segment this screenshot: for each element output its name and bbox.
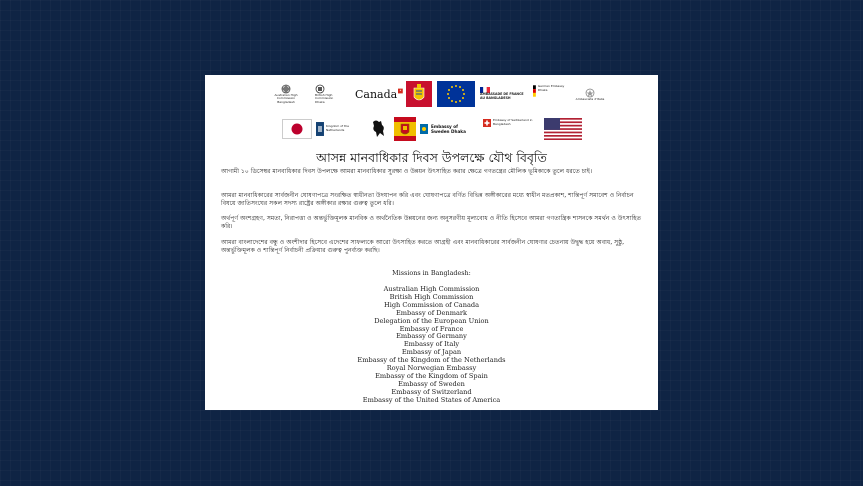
mission-item: British High Commission — [389, 292, 474, 301]
mission-item: Embassy of the United States of America — [362, 395, 501, 404]
denmark-crest-flag — [406, 81, 432, 107]
usa-flag — [544, 118, 582, 140]
eu-stars-icon — [437, 81, 475, 107]
paragraph-3: অর্থপূর্ণ অংশগ্রহণ, সমতা, নিরাপত্তা ও অন্তর্ভুক্তিমূলক মানবিক ও অর্থনৈতিক উন্নয়নের জন্য অনুসরণীয় মূল্যবোধ ও নীতি হিসেবে আমরা গণতান্ত্রিক শাসনকে সমর্থন ও উৎসাহিত করি। — [221, 215, 642, 231]
italy-embassy-logo — [575, 84, 605, 106]
norway-lion-emblem — [369, 118, 389, 140]
paragraph-2: আমরা মানবাধিকারের সার্বজনীন ঘোষণাপত্রে সংরক্ষিত স্বাধীনতা উদযাপন করি এবং ঘোষণাপত্রে বর্ণিত বিভিন্ন অঙ্গীকারের মধ্যে স্বাধীন মতপ্রকাশ, শান্তিপূর্ণ সমাবেশ ও নির্বাচন বিষয়ে জাতিসংঘের সকল সদস্য রাষ্ট্রের অঙ্গীকার রক্ষার গুরুত্ব তুলে ধরি। — [221, 192, 634, 208]
mission-item: Royal Norwegian Embassy — [386, 364, 477, 373]
german-embassy-logo — [533, 85, 573, 105]
australian-high-commission-logo — [271, 83, 301, 105]
swiss-embassy-logo — [483, 119, 541, 139]
australia-logo-text: Australian High Commission Bangladesh — [274, 92, 298, 104]
germany-logo-text: German Embassy Dhaka — [537, 84, 565, 92]
missions-heading: Missions in Bangladesh: — [392, 269, 471, 277]
statement-title: আসন্ন মানবাধিকার দিবস উপলক্ষে যৌথ বিবৃতি — [316, 150, 547, 165]
paragraph-1: আগামী ১০ ডিসেম্বর মানবাধিকার দিবস উপলক্ষে আমরা মানবাধিকার সুরক্ষা ও উন্নয়ন উৎসাহিত করার ক্ষেত্রে গণতন্ত্রের মৌলিক ভূমিকাকে তুলে ধরতে চাই। — [221, 168, 593, 175]
statement-document — [205, 75, 658, 410]
norway-lion-icon — [369, 118, 389, 140]
mission-item: High Commission of Canada — [383, 300, 480, 309]
netherlands-lion-icon — [316, 122, 324, 136]
swiss-cross-icon — [483, 119, 491, 127]
canada-wordmark: Canada — [355, 87, 398, 101]
mission-item: Australian High Commission — [383, 285, 480, 293]
canada-logo — [355, 87, 403, 101]
france-logo-text: AMBASSADE DE FRANCE AU BANGLADESH — [480, 92, 524, 100]
mission-item: Embassy of Italy — [403, 340, 460, 349]
logo-row-2 — [205, 116, 658, 144]
france-embassy-logo — [480, 83, 524, 105]
switzerland-logo-text: Embassy of Switzerland in Bangladesh — [493, 118, 533, 126]
japan-sun-icon — [283, 120, 311, 138]
sweden-embassy-logo — [420, 122, 480, 136]
sweden-crowns-icon — [420, 124, 428, 134]
mission-item: Embassy of Sweden — [398, 379, 465, 388]
spain-crest-icon — [394, 117, 416, 141]
mission-item: Delegation of the European Union — [374, 316, 489, 325]
british-high-commission-logo — [315, 82, 339, 106]
missions-list — [205, 286, 658, 405]
mission-item: Embassy of the Kingdom of Spain — [375, 371, 488, 380]
logo-row-1 — [205, 81, 658, 109]
netherlands-logo-text: Kingdom of the Netherlands — [325, 124, 349, 132]
netherlands-embassy-logo — [316, 122, 368, 136]
sweden-logo-text: Embassy of Sweden Dhaka — [431, 124, 466, 134]
maple-leaf-icon — [398, 88, 403, 94]
japan-flag — [282, 119, 312, 139]
mission-item: Embassy of Switzerland — [391, 387, 472, 396]
eu-flag — [437, 81, 475, 107]
italy-logo-text: Ambasciata d'Italia — [575, 97, 605, 102]
denmark-crest-icon — [406, 81, 432, 107]
mission-item: Embassy of Denmark — [395, 308, 468, 317]
spain-emblem — [394, 117, 416, 141]
british-logo-text: British High Commission Dhaka — [315, 92, 334, 104]
mission-item: Embassy of Japan — [401, 348, 462, 357]
mission-item: Embassy of Germany — [396, 332, 467, 341]
usa-stars-stripes-icon — [544, 118, 582, 140]
mission-item: Embassy of the Kingdom of the Netherlands — [357, 356, 506, 365]
germany-flag-bar-icon — [533, 85, 536, 97]
paragraph-4: আমরা বাংলাদেশের বন্ধু ও অংশীদার হিসেবে এদেশের সাফল্যকে আরো উৎসাহিত করতে আগ্রহী এবং মানবাধিকারের সার্বজনীন ঘোষণার চেতনায় উদ্বুদ্ধ হয়ে অবাধ, সুষ্ঠু, অন্তর্ভুক্তিমূলক ও শান্তিপূর্ণ নির্বাচনী প্রক্রিয়ার গুরুত্ব পুনর্ব্যক্ত করছি। — [221, 239, 625, 255]
mission-item: Embassy of France — [399, 324, 464, 333]
